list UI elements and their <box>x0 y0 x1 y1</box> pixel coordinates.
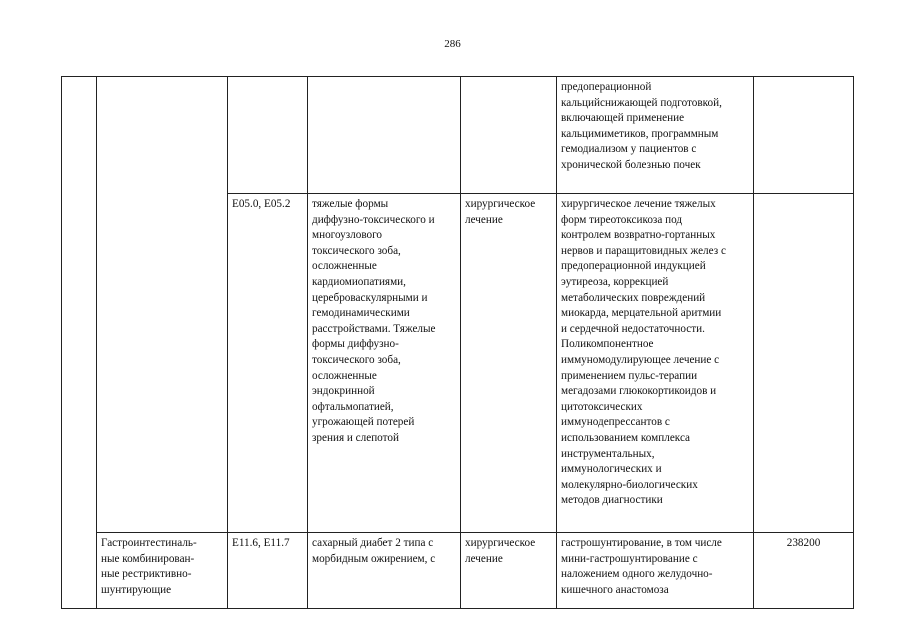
method-description-cell <box>557 533 754 609</box>
treatment-type-text: хирургическое лечение <box>465 198 536 226</box>
table-row-gastric-bypass <box>62 533 854 609</box>
method-description-cell <box>557 77 754 194</box>
treatment-methods-table <box>61 76 854 609</box>
patient-model-text: сахарный диабет 2 типа с морбидным ожирением, с <box>312 537 436 565</box>
patient-model-cell <box>308 77 461 194</box>
icd-codes-cell <box>228 533 308 609</box>
method-description-text: гастрошунтирование, в том числе мини-гастрошунтирование с наложением одного желудочно- кишечного анастомоза <box>561 537 722 596</box>
method-name-cell <box>97 533 228 609</box>
cost-cell <box>754 77 854 194</box>
page-number: 286 <box>444 38 461 50</box>
cost-value: 238200 <box>786 537 821 549</box>
treatment-type-cell <box>461 533 557 609</box>
icd-codes-text: E05.0, E05.2 <box>232 198 291 210</box>
icd-codes-text: E11.6, E11.7 <box>232 537 290 549</box>
method-description-cell <box>557 194 754 533</box>
method-description-text: хирургическое лечение тяжелых форм тиреотоксикоза под контролем возвратно-гортанных нервов и паращитовидных желез с предоперационной индукцией эутиреоза, коррекцией метаболических повреждений миокарда, мерцательной аритмии и сердечной недостаточности. Поликомпонентное иммуномодулирующее лечение с применением пульс-терапии мегадозами глюкокортикоидов и цитотоксических иммунодепрессантов с использованием комплекса инструментальных, иммунологических и молекулярно-биологических методов диагностики <box>561 198 726 507</box>
treatment-type-cell <box>461 194 557 533</box>
patient-model-text: тяжелые формы диффузно-токсического и многоузлового токсического зоба, осложненные кардиомиопатиями, цереброваскулярными и гемодинамическими расстройствами. Тяжелые формы диффузно- токсического зоба, осложненные эндокринной офтальмопатией, угрожающей потерей зрения и слепотой <box>312 198 436 444</box>
method-name-text: Гастроинтестиналь- ные комбинирован- ные рестриктивно- шунтирующие <box>101 537 197 596</box>
table-row-continuation <box>62 77 854 194</box>
cost-cell <box>754 194 854 533</box>
method-description-text: предоперационной кальцийснижающей подготовкой, включающей применение кальцимиметиков, программным гемодиализом у пациентов с хронической болезнью почек <box>561 81 722 171</box>
icd-codes-cell <box>228 194 308 533</box>
patient-model-cell <box>308 533 461 609</box>
icd-codes-cell <box>228 77 308 194</box>
treatment-type-text: хирургическое лечение <box>465 537 536 565</box>
treatment-type-cell <box>461 77 557 194</box>
method-name-cell <box>97 77 228 533</box>
row-number-cell <box>62 77 97 609</box>
patient-model-cell <box>308 194 461 533</box>
cost-cell <box>754 533 854 609</box>
